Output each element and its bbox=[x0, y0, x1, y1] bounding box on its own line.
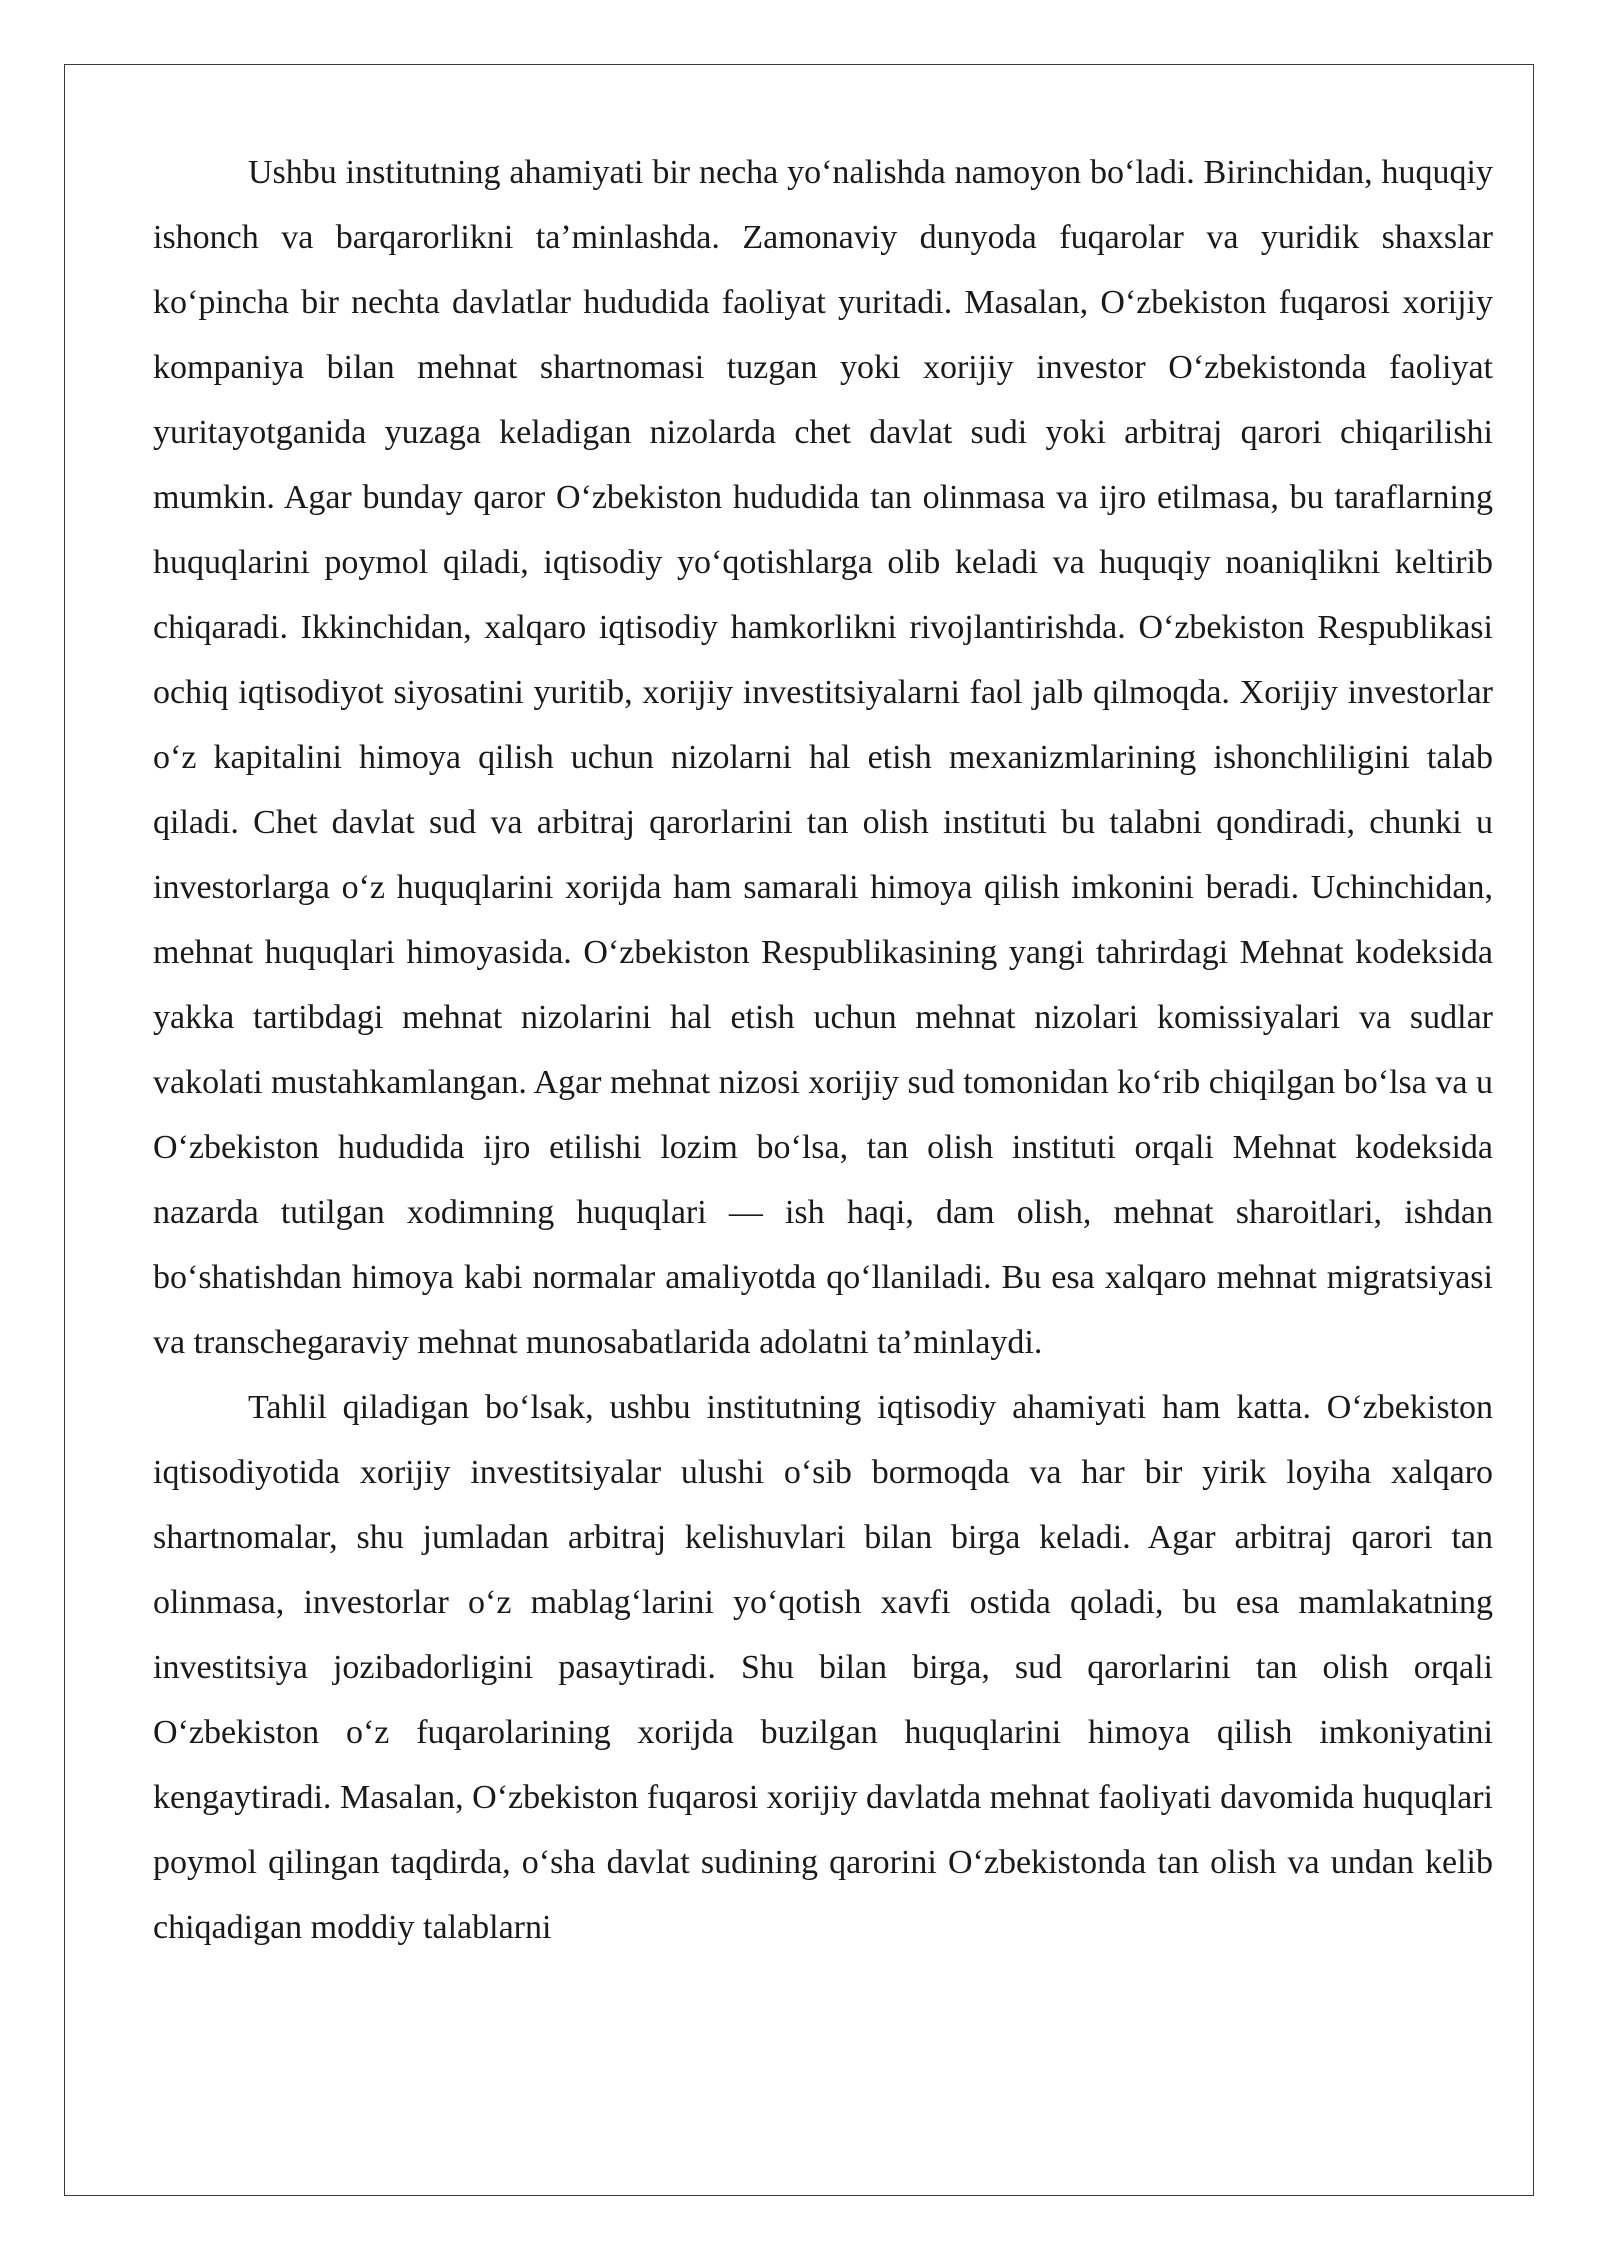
paragraph-2: Tahlil qiladigan boʻlsak, ushbu institutning iqtisodiy ahamiyati ham katta. Oʻzbekiston iqtisodiyotida xorijiy investitsiyalar ulushi oʻsib bormoqda va har bir yirik loyiha xalqaro shartnomalar, shu jumladan arbitraj kelishuvlari bilan birga keladi. Agar arbitraj qarori tan olinmasa, investorlar oʻz mablagʻlarini yoʻqotish xavfi ostida qoladi, bu esa mamlakatning investitsiya jozibadorligini pasaytiradi. Shu bilan birga, sud qarorlarini tan olish orqali Oʻzbekiston oʻz fuqarolarining xorijda buzilgan huquqlarini himoya qilish imkoniyatini kengaytiradi. Masalan, Oʻzbekiston fuqarosi xorijiy davlatda mehnat faoliyati davomida huquqlari poymol qilingan taqdirda, oʻsha davlat sudining qarorini Oʻzbekistonda tan olish va undan kelib chiqadigan moddiy talablarni bbox=[153, 1389, 1493, 1946]
paragraph-1: Ushbu institutning ahamiyati bir necha yoʻnalishda namoyon boʻladi. Birinchidan, huquqiy ishonch va barqarorlikni taʼminlashda. Zamonaviy dunyoda fuqarolar va yuridik shaxslar koʻpincha bir nechta davlatlar hududida faoliyat yuritadi. Masalan, Oʻzbekiston fuqarosi xorijiy kompaniya bilan mehnat shartnomasi tuzgan yoki xorijiy investor Oʻzbekistonda faoliyat yuritayotganida yuzaga keladigan nizolarda chet davlat sudi yoki arbitraj qarori chiqarilishi mumkin. Agar bunday qaror Oʻzbekiston hududida tan olinmasa va ijro etilmasa, bu taraflarning huquqlarini poymol qiladi, iqtisodiy yoʻqotishlarga olib keladi va huquqiy noaniqlikni keltirib chiqaradi. Ikkinchidan, xalqaro iqtisodiy hamkorlikni rivojlantirishda. Oʻzbekiston Respublikasi ochiq iqtisodiyot siyosatini yuritib, xorijiy investitsiyalarni faol jalb qilmoqda. Xorijiy investorlar oʻz kapitalini himoya qilish uchun nizolarni hal etish mexanizmlarining ishonchliligini talab qiladi. Chet davlat sud va arbitraj qarorlarini tan olish instituti bu talabni qondiradi, chunki u investorlarga oʻz huquqlarini xorijda ham samarali himoya qilish imkonini beradi. Uchinchidan, mehnat huquqlari himoyasida. Oʻzbekiston Respublikasining yangi tahrirdagi Mehnat kodeksida yakka tartibdagi mehnat nizolarini hal etish uchun mehnat nizolari komissiyalari va sudlar vakolati mustahkamlangan. Agar mehnat nizosi xorijiy sud tomonidan koʻrib chiqilgan boʻlsa va u Oʻzbekiston hududida ijro etilishi lozim boʻlsa, tan olish instituti orqali Mehnat kodeksida nazarda tutilgan xodimning huquqlari — ish haqi, dam olish, mehnat sharoitlari, ishdan boʻshatishdan himoya kabi normalar amaliyotda qoʻllaniladi. Bu esa xalqaro mehnat migratsiyasi va transchegaraviy mehnat munosabatlarida adolatni taʼminlaydi. bbox=[153, 154, 1493, 1361]
document-body bbox=[153, 140, 1493, 1960]
